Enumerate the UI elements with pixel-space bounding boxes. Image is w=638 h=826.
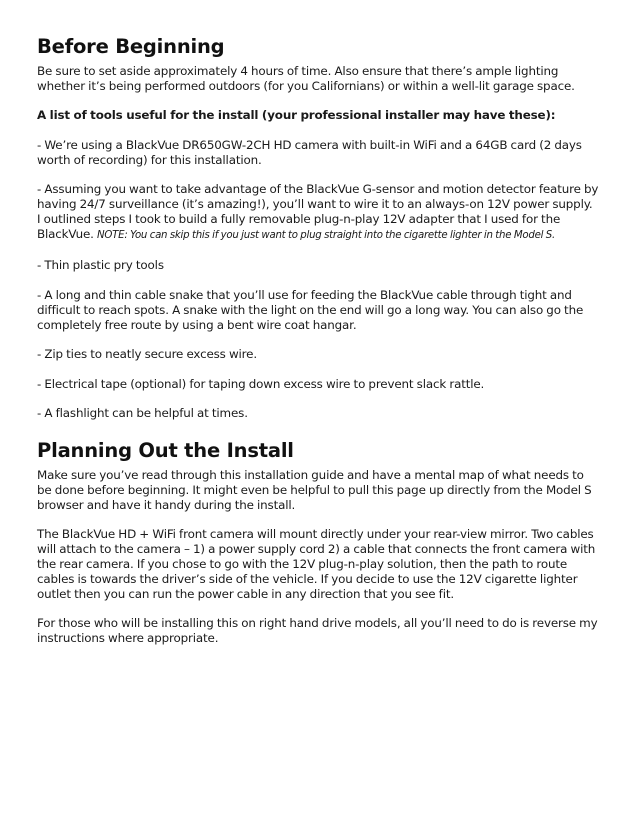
list-item-pry-tools: - Thin plastic pry tools	[37, 258, 164, 273]
list-item-flashlight: - A flashlight can be helpful at times.	[37, 406, 248, 421]
list-item-power-supply	[37, 182, 599, 243]
before-beginning-heading: Before Beginning	[37, 35, 225, 58]
planning-paragraph-1: Make sure you’ve read through this installation guide and have a mental map of what needs to be done before beginning. It might even be helpful to pull this page up directly from the Model S browser and have it handy during the install.	[37, 468, 592, 512]
list-item-cable-snake: - A long and thin cable snake that you’ll use for feeding the BlackVue cable through tight and difficult to reach spots. A snake with the light on the end will go a long way. You can also go the completely free route by using a bent wire coat hangar.	[37, 287, 584, 332]
power-supply-text: - Assuming you want to take advantage of the BlackVue G-sensor and motion detector feature by having 24/7 surveillance (it’s amazing!), you’ll want to wire it to an always-on 12V power supply. I outlined steps I took to build a fully removable plug-n-play 12V adapter that I used for the BlackVue.	[37, 182, 599, 241]
planning-paragraph-2: The BlackVue HD + WiFi front camera will mount directly under your rear-view mirror. Two cables will attach to the camera – 1) a power supply cord 2) a cable that connects the front camera with the rear camera. If you chose to go with the 12V plug-n-play solution, then the path to route cables is towards the driver’s side of the vehicle. If you decide to use the 12V cigarette lighter outlet then you can run the power cable in any direction that you see fit.	[37, 527, 596, 601]
power-supply-note: NOTE: You can skip this if you just want to plug straight into the cigarette lighter in the Model S.	[97, 229, 555, 241]
list-item-zip-ties: - Zip ties to neatly secure excess wire.	[37, 347, 257, 362]
planning-paragraph-3: For those who will be installing this on right hand drive models, all you’ll need to do is reverse my instructions where appropriate.	[37, 616, 598, 645]
list-item-electrical-tape: - Electrical tape (optional) for taping down excess wire to prevent slack rattle.	[37, 376, 485, 391]
list-item-camera: - We’re using a BlackVue DR650GW-2CH HD camera with built-in WiFi and a 64GB card (2 days worth of recording) for this installation.	[37, 137, 582, 167]
planning-heading: Planning Out the Install	[37, 439, 294, 463]
planning-section	[37, 440, 599, 646]
document-page	[37, 36, 599, 646]
tools-list-heading: A list of tools useful for the install (your professional installer may have these):	[37, 108, 556, 123]
intro-paragraph: Be sure to set aside approximately 4 hours of time. Also ensure that there’s ample lighting whether it’s being performed outdoors (for you Californians) or within a well-lit garage space.	[37, 64, 575, 93]
